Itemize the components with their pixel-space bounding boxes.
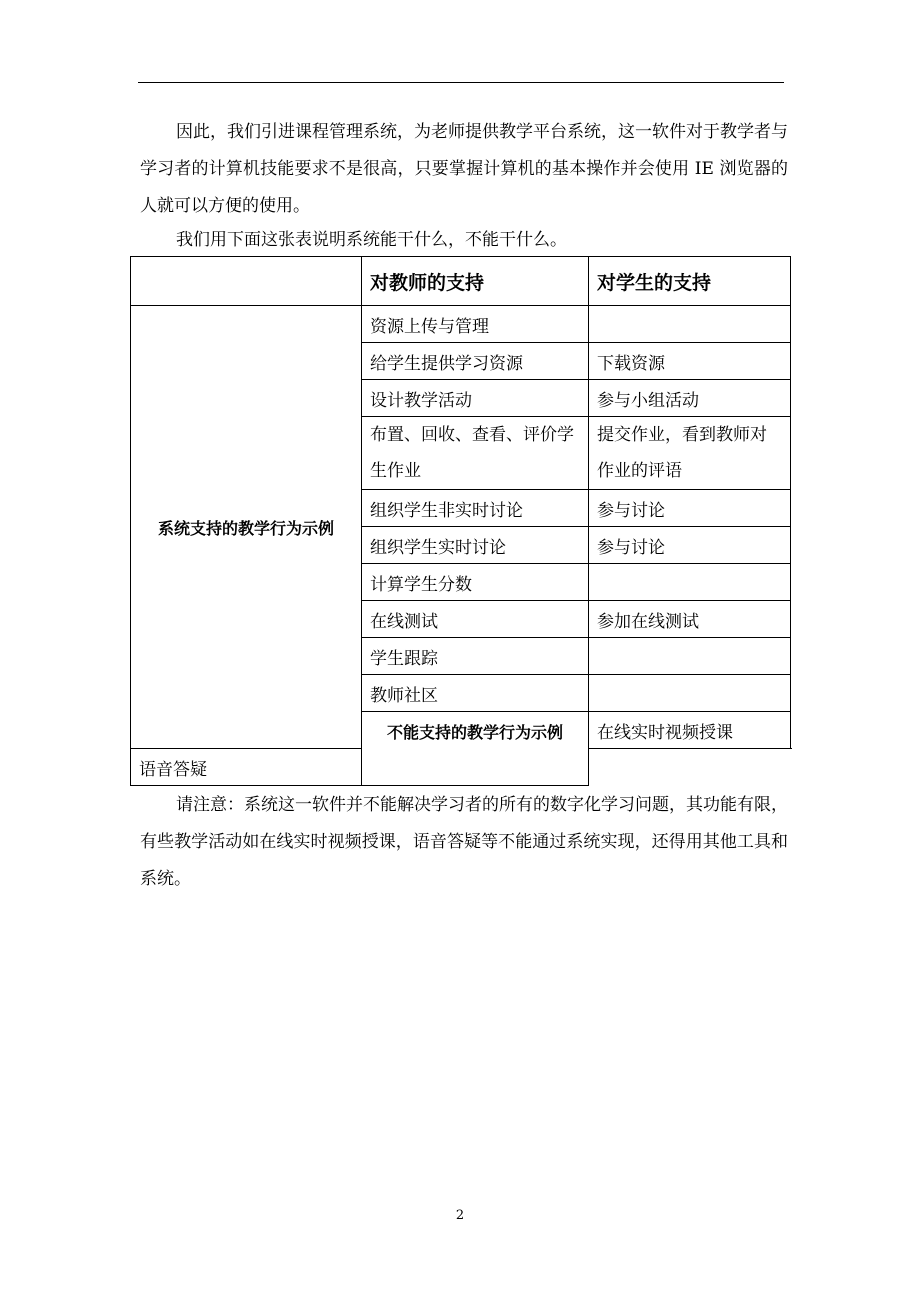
unsupported-row-label: 不能支持的教学行为示例 — [362, 712, 589, 786]
student-cell: 参与讨论 — [589, 490, 791, 527]
table-row — [131, 749, 791, 786]
student-cell: 提交作业，看到教师对作业的评语 — [589, 417, 791, 490]
intro-paragraph: 因此，我们引进课程管理系统，为老师提供教学平台系统，这一软件对于教学者与学习者的计算机技能要求不是很高，只要掌握计算机的基本操作并会使用 IE 浏览器的人就可以方便的使用。 — [140, 122, 788, 216]
table-header-student: 对学生的支持 — [589, 257, 791, 306]
student-cell — [589, 564, 791, 601]
student-cell: 参与小组活动 — [589, 380, 791, 417]
table-header-row — [131, 257, 791, 306]
teacher-cell: 在线测试 — [362, 601, 589, 638]
support-table — [130, 256, 791, 786]
student-cell: 参与讨论 — [589, 527, 791, 564]
student-cell — [589, 675, 791, 712]
note-paragraph: 请注意：系统这一软件并不能解决学习者的所有的数字化学习问题，其功能有限，有些教学活动如在线实时视频授课，语音答疑等不能通过系统实现，还得用其他工具和系统。 — [140, 795, 788, 889]
unsupported-cell: 在线实时视频授课 — [589, 712, 791, 749]
teacher-cell: 学生跟踪 — [362, 638, 589, 675]
supported-row-label: 系统支持的教学行为示例 — [131, 306, 362, 749]
page-number: 2 — [455, 1208, 465, 1223]
teacher-cell: 给学生提供学习资源 — [362, 343, 589, 380]
student-cell: 参加在线测试 — [589, 601, 791, 638]
table-row — [131, 306, 791, 343]
teacher-cell: 布置、回收、查看、评价学生作业 — [362, 417, 589, 490]
teacher-cell: 组织学生实时讨论 — [362, 527, 589, 564]
teacher-cell: 教师社区 — [362, 675, 589, 712]
lead-paragraph: 我们用下面这张表说明系统能干什么，不能干什么。 — [176, 230, 567, 250]
teacher-cell: 设计教学活动 — [362, 380, 589, 417]
student-cell — [589, 638, 791, 675]
teacher-cell: 计算学生分数 — [362, 564, 589, 601]
header-rule — [138, 82, 784, 83]
table-header-empty — [131, 257, 362, 306]
table-header-teacher: 对教师的支持 — [362, 257, 589, 306]
student-cell — [589, 306, 791, 343]
unsupported-cell: 语音答疑 — [131, 749, 589, 786]
teacher-cell: 资源上传与管理 — [362, 306, 589, 343]
teacher-cell: 组织学生非实时讨论 — [362, 490, 589, 527]
student-cell: 下载资源 — [589, 343, 791, 380]
